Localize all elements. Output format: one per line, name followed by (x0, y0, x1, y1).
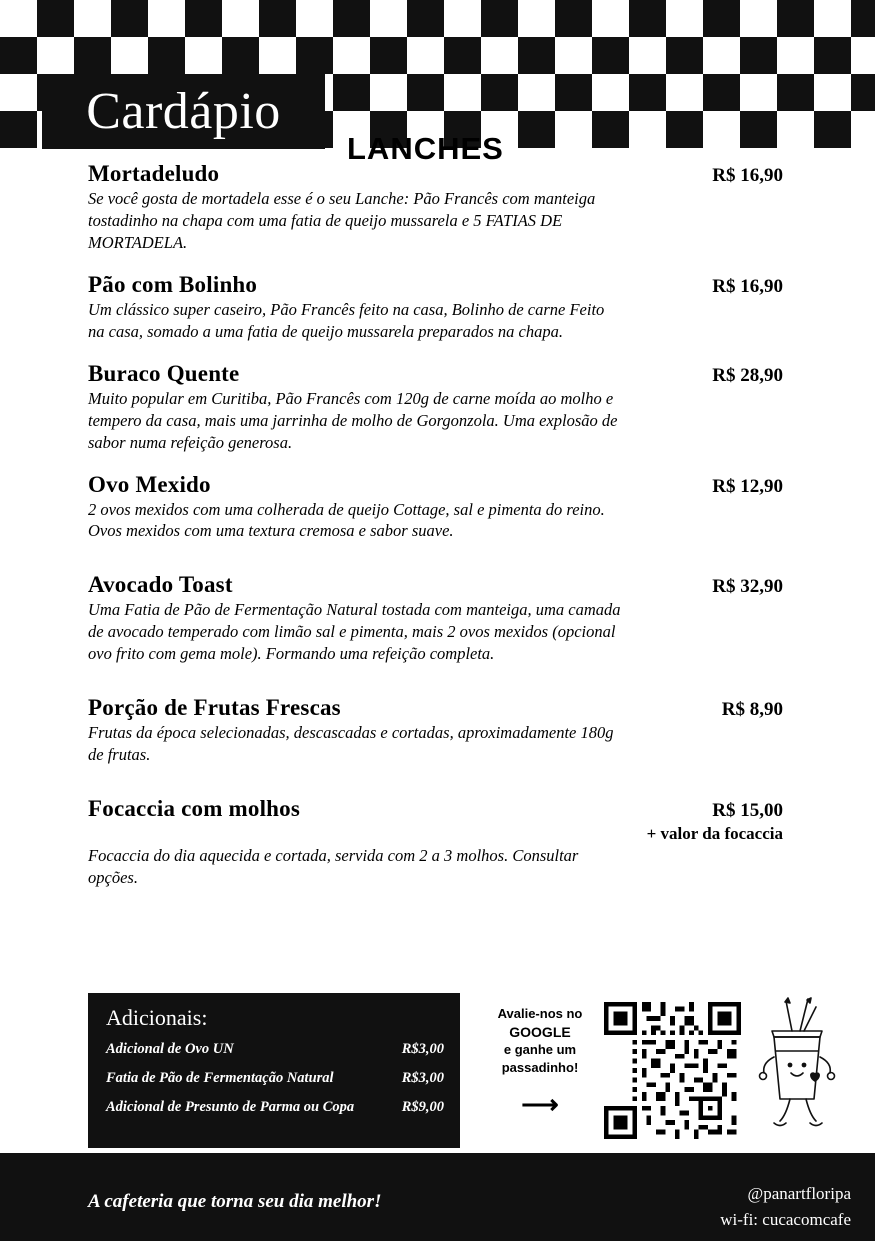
menu-item (0, 796, 875, 889)
extras-row-price: R$3,00 (401, 1041, 444, 1057)
menu-item-price: R$ 16,90 (712, 165, 783, 186)
menu-item-header (88, 695, 783, 721)
menu-item (0, 361, 875, 454)
menu-item-name: Pão com Bolinho (88, 271, 258, 297)
menu-item-name: Mortadeludo (88, 161, 220, 186)
menu-item-description: Um clássico super caseiro, Pão Francês feito na casa, Bolinho de carne Feito na casa, somado a uma fatia de queijo mussarela preparados na chapa. (88, 299, 605, 341)
footer-tagline: A cafeteria que torna seu dia melhor! (88, 1191, 382, 1212)
page-title: Cardápio (86, 82, 281, 140)
menu-item-price: R$ 16,90 (712, 275, 783, 297)
extras-row (106, 1070, 444, 1087)
section-heading-lanches: LANCHES (347, 131, 504, 166)
menu-item-name: Avocado Toast (88, 572, 233, 598)
review-line-4: passadinho! (501, 1059, 579, 1075)
footer-contact (720, 1181, 851, 1232)
menu-item-description: Se você gosta de mortadela esse é o seu Lanche: Pão Francês com manteiga tostadinho na chapa com uma fatia de queijo mussarela e 5 FATIAS DE MORTADELA. (88, 189, 596, 252)
arrow-right-icon: ⟶ (521, 1088, 559, 1119)
review-line-google: GOOGLE (509, 1023, 571, 1040)
menu-item-header (88, 272, 783, 298)
menu-item (0, 272, 875, 343)
extras-row-price: R$3,00 (401, 1070, 444, 1086)
extras-title: Adicionais: (106, 1005, 208, 1030)
menu-item (0, 572, 875, 665)
review-line-1: Avalie-nos no (497, 1006, 583, 1021)
menu-item-description: Frutas da época selecionadas, descascadas e cortadas, aproximadamente 180g de frutas. (88, 723, 614, 765)
menu-item-header (88, 572, 783, 598)
menu-item-price: R$ 12,90 (712, 475, 783, 497)
menu-item-description: Muito popular em Curitiba, Pão Francês com 120g de carne moída ao molho e tempero da casa, mais uma jarrinha de molho de Gorgonzola. Uma explosão de sabor numa refeição generosa. (88, 388, 618, 452)
menu-item-description: 2 ovos mexidos com uma colherada de queijo Cottage, sal e pimenta do reino. Ovos mexidos com uma textura cremosa e sabor suave. (88, 499, 605, 541)
extras-box (88, 993, 460, 1148)
footer (0, 1169, 875, 1241)
menu-item-price: R$ 28,90 (712, 364, 783, 386)
menu-item (0, 161, 875, 254)
menu-item-price: R$ 8,90 (721, 699, 783, 721)
menu-item-name: Ovo Mexido (88, 471, 211, 497)
menu-title-plate (42, 74, 325, 149)
menu-item (0, 472, 875, 543)
menu-item-header (88, 472, 783, 498)
menu-list (0, 161, 875, 899)
menu-item-price-note: + valor da focaccia (646, 824, 783, 844)
review-callout (480, 1005, 600, 1117)
footer-divider (0, 1153, 875, 1169)
extras-row (106, 1041, 444, 1058)
menu-item-price: R$ 32,90 (712, 576, 783, 598)
extras-row (106, 1099, 444, 1116)
extras-row-price: R$9,00 (401, 1099, 444, 1115)
menu-item-header (88, 161, 783, 187)
footer-social-handle: @panartfloripa (747, 1184, 851, 1203)
qr-code[interactable] (604, 1002, 741, 1139)
menu-item-header (88, 361, 783, 387)
menu-item-name: Buraco Quente (88, 360, 240, 386)
mascot-illustration (752, 995, 844, 1145)
menu-item-name: Focaccia com molhos (88, 796, 301, 822)
menu-item (0, 695, 875, 766)
menu-item-header (88, 796, 783, 844)
menu-item-price (647, 800, 783, 844)
extras-row-label: Fatia de Pão de Fermentação Natural (106, 1070, 334, 1086)
menu-item-description: Uma Fatia de Pão de Fermentação Natural tostada com manteiga, uma camada de avocado temperado com limão sal e pimenta, mais 2 ovos mexidos (opcional ovo frito com gema mole). Formando uma refeição completa. (88, 600, 621, 664)
menu-item-name: Porção de Frutas Frescas (88, 695, 341, 721)
extras-row-label: Adicional de Ovo UN (106, 1041, 234, 1057)
footer-wifi: wi-fi: cucacomcafe (720, 1209, 851, 1229)
extras-row-label: Adicional de Presunto de Parma ou Copa (106, 1099, 355, 1115)
menu-item-description: Focaccia do dia aquecida e cortada, servida com 2 a 3 molhos. Consultar opções. (88, 846, 579, 887)
menu-item-price-value: R$ 15,00 (712, 800, 783, 822)
review-line-3: e ganhe um (503, 1042, 577, 1058)
